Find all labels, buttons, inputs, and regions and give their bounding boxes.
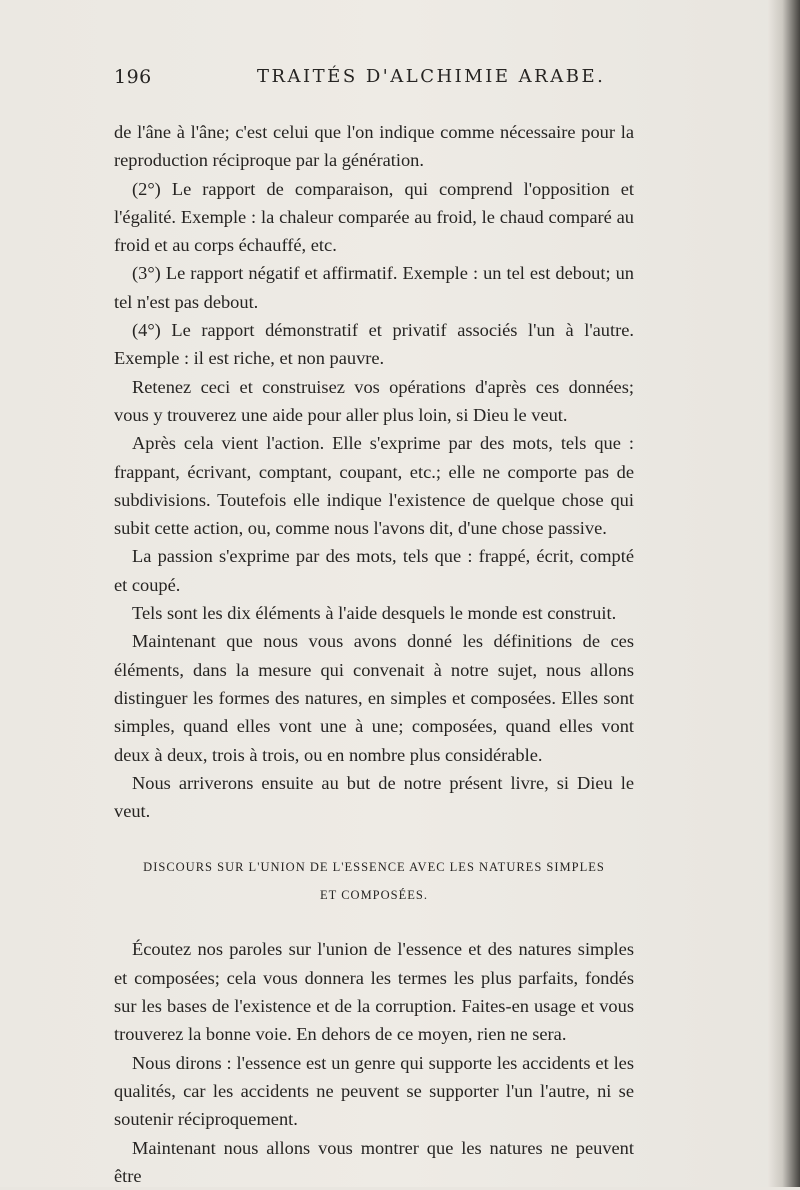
paragraph: (4°) Le rapport démonstratif et privatif associés l'un à l'autre. Exemple : il est riche, et non pauvre. bbox=[114, 316, 634, 373]
paragraph: de l'âne à l'âne; c'est celui que l'on indique comme nécessaire pour la reproduction réciproque par la génération. bbox=[114, 118, 634, 175]
body-text bbox=[114, 118, 634, 1190]
paragraph: (2°) Le rapport de comparaison, qui comprend l'opposition et l'égalité. Exemple : la chaleur comparée au froid, le chaud comparé au froid et au corps échauffé, etc. bbox=[114, 175, 634, 260]
paragraph: (3°) Le rapport négatif et affirmatif. Exemple : un tel est debout; un tel n'est pas debout. bbox=[114, 259, 634, 316]
paragraph: Écoutez nos paroles sur l'union de l'essence et des natures simples et composées; cela vous donnera les termes les plus parfaits, fondés sur les bases de l'existence et de la corruption. Faites-en usage et vous trouverez la bonne voie. En dehors de ce moyen, rien ne sera. bbox=[114, 935, 634, 1048]
paragraph: La passion s'exprime par des mots, tels que : frappé, écrit, compté et coupé. bbox=[114, 542, 634, 599]
paragraph: Retenez ceci et construisez vos opérations d'après ces données; vous y trouverez une aide pour aller plus loin, si Dieu le veut. bbox=[114, 373, 634, 430]
section-heading bbox=[114, 853, 634, 909]
paragraph: Maintenant que nous vous avons donné les définitions de ces éléments, dans la mesure qui convenait à notre sujet, nous allons distinguer les formes des natures, en simples et composées. Elles sont simples, quand elles vont une à une; composées, quand elles vont deux à deux, trois à trois, ou en nombre plus considérable. bbox=[114, 627, 634, 768]
running-head bbox=[114, 66, 634, 90]
page-number: 196 bbox=[114, 66, 152, 88]
section-heading-line-1: DISCOURS SUR L'UNION DE L'ESSENCE AVEC LES NATURES SIMPLES bbox=[114, 853, 634, 881]
running-title: TRAITÉS D'ALCHIMIE ARABE. bbox=[257, 66, 605, 87]
page-edge-shadow bbox=[768, 0, 800, 1187]
section-heading-line-2: ET COMPOSÉES. bbox=[114, 881, 634, 909]
paragraph: Après cela vient l'action. Elle s'exprime par des mots, tels que : frappant, écrivant, comptant, coupant, etc.; elle ne comporte pas de subdivisions. Toutefois elle indique l'existence de quelque chose qui subit cette action, ou, comme nous l'avons dit, d'une chose passive. bbox=[114, 429, 634, 542]
paragraph: Maintenant nous allons vous montrer que les natures ne peuvent être bbox=[114, 1134, 634, 1190]
paragraph: Nous arriverons ensuite au but de notre présent livre, si Dieu le veut. bbox=[114, 769, 634, 826]
paragraph: Nous dirons : l'essence est un genre qui supporte les accidents et les qualités, car les accidents ne peuvent se supporter l'un l'autre, ni se soutenir réciproquement. bbox=[114, 1049, 634, 1134]
paragraph: Tels sont les dix éléments à l'aide desquels le monde est construit. bbox=[114, 599, 634, 627]
